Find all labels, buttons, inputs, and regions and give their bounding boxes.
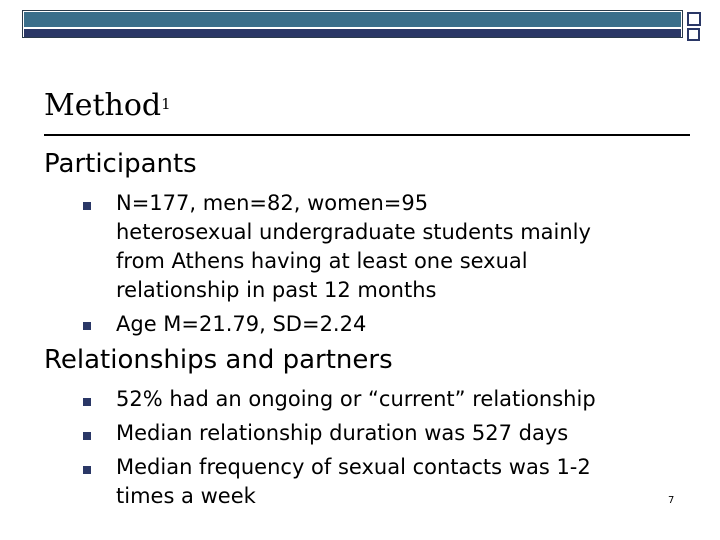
title-underline bbox=[44, 134, 690, 136]
bullet-text-line: times a week bbox=[116, 484, 256, 508]
bullet-text-line: relationship in past 12 months bbox=[116, 278, 437, 302]
corner-square-bottom bbox=[687, 28, 700, 41]
bullet-text-line: N=177, men=82, women=95 bbox=[116, 191, 429, 215]
bullet-text-line: Median frequency of sexual contacts was 1-2 bbox=[116, 455, 591, 479]
bullet-text-line: 52% had an ongoing or “current” relationship bbox=[116, 387, 596, 411]
bullet-text-line: Age M=21.79, SD=2.24 bbox=[116, 312, 367, 336]
bullet-text-line: from Athens having at least one sexual bbox=[116, 249, 528, 273]
page-number: 7 bbox=[668, 495, 675, 506]
bullet-marker bbox=[83, 322, 91, 330]
bullet-marker bbox=[83, 202, 91, 210]
header-band-teal bbox=[24, 12, 681, 27]
slide-title bbox=[44, 86, 171, 126]
bullet-marker bbox=[83, 466, 91, 474]
bullet-marker bbox=[83, 432, 91, 440]
slide-title-text: Method bbox=[44, 88, 162, 123]
bullet-marker bbox=[83, 398, 91, 406]
section-heading-participants: Participants bbox=[44, 149, 197, 179]
corner-square-top bbox=[687, 12, 701, 26]
footnote-marker: 1 bbox=[161, 95, 171, 113]
bullet-text-line: Median relationship duration was 527 days bbox=[116, 421, 569, 445]
header-band-navy bbox=[24, 29, 681, 37]
section-heading-relationships: Relationships and partners bbox=[44, 345, 393, 375]
bullet-text-line: heterosexual undergraduate students mainly bbox=[116, 220, 591, 244]
